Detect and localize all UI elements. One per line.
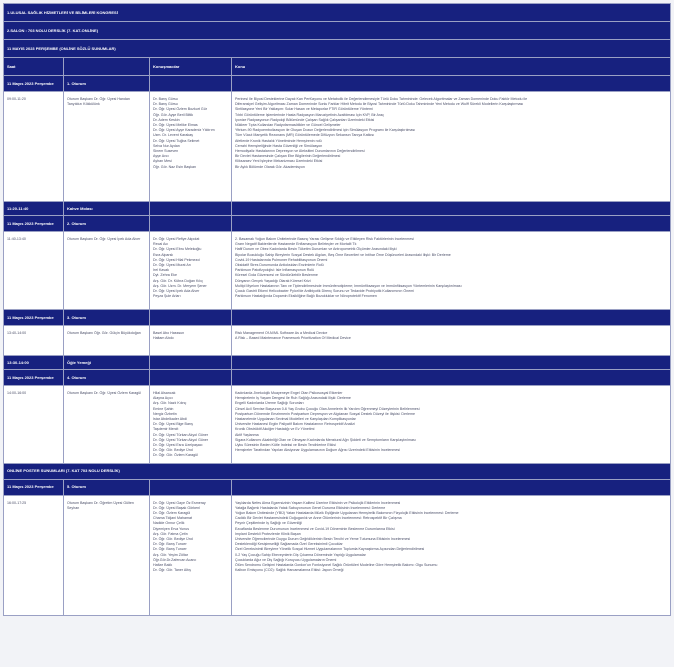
speaker-name: Haitam Abdo (153, 336, 174, 341)
session-header-empty (150, 310, 232, 326)
session-chair: Oturum Başkanı Dr. Öğr. Üyesi Özlem Karagül (64, 386, 150, 464)
speaker-name: Arş. Gör. Uzm. Dr. Meryem Şener (153, 283, 207, 288)
session-header-empty (232, 76, 671, 92)
break-empty (150, 356, 232, 370)
hall-title: 2.SALON : 703 NOLU DERSLİK (7. KAT-ONLİNE) (4, 22, 671, 40)
session-header-row (4, 76, 671, 92)
speaker-name: Dr. Öğr. Üyesi Gaye Öz Esmeray (153, 500, 206, 505)
topic-title: Çocuk Gastrit Etkeni Helicobacter Pylori'de Antibiyotik Direnç Sorunu ve Tedavide Probiyotik Kullanımının Önemi (235, 289, 414, 294)
topic-title: Perinesl Ile Biyosi Desteklerine Dayalı Kan Perfüzyonu ve Metabolik ile Değerlendirmesiyle Türlü Doku Tahmininde: Gelecek Algoritmalar ve Zaman Domeninde Doku Faktör Metodu ile (235, 97, 528, 101)
session-chair: Oturum Başkanı Dr. Öğr. Üyesi İpek Ada Alver (64, 232, 150, 310)
break-time: 11:20-11:40 (4, 202, 64, 216)
speaker-name: Dr. Öğr. Üyesi Hilal Pekmezci (153, 257, 200, 262)
hall-row (4, 22, 671, 40)
session-header-empty (232, 310, 671, 326)
day-title: 11 MAYIS 2023 PERŞEMBE (ONLİNE SÖZLÜ SUNUMLAR) (4, 40, 671, 58)
speaker-name: Dr. Öğr. Barış Tuncer (153, 547, 187, 552)
speaker-name: Dr. Adem Keskin (153, 117, 180, 122)
topic-title: Tıbbi Görüntüleme İşlemlerinde Hasta Radyasyon Maruziyetinin Azaltılması İçin KVP, Bir Araç (235, 112, 384, 117)
topic-title: Engelli Kadınlarda Üreme Sağlığı Sorunları (235, 401, 304, 406)
session-body-row (4, 386, 671, 464)
speaker-name: Taşdemir Mercit (153, 427, 179, 432)
topic-title: Grarn Negatif Bakterilerde Hastanede Enflamasyon Belirteçler ve Mortalit Tk (235, 242, 357, 247)
topic-title: İmplant Destekli Protezlerde Klinik Başarı (235, 531, 301, 536)
session-header-row (4, 216, 671, 232)
session-topics (232, 326, 671, 356)
schedule-table (3, 3, 671, 616)
speaker-name: Nadide Onnur Çelik (153, 521, 185, 526)
speaker-name: Hilal Alsancak (153, 391, 176, 395)
topic-title: Üniversite Öğrencilerinde Duygu Durum Geğrldiklerinin Besin Tercihi ve Yeme Tutumuna Etkisinin İncelenmesi (235, 537, 411, 542)
topic-title: 2. Basamak Yoğun Bakım Ünitelerinde Basınç Yarası Gelişme Sıklığı ve Etkileyen Risk Faktörlerinin İncelenmesi (235, 237, 414, 241)
session-date: 11 Mayıs 2023 Perşembe (4, 310, 64, 326)
topic-title: Küresel Gıda Güvencesi ve Sürdürülebilir Beslenme (235, 273, 318, 278)
break-empty (232, 202, 671, 216)
topic-title: Sigara Kullanımı Akabinliği Olan ve Olmayan Kadınlarda Menstural Ağrı Şiddeti ve Semptomların Karşılaştırılması (235, 437, 416, 442)
speaker-name: Dr. Öğr. Üyesi Murat Arı (153, 263, 191, 268)
speaker-name: Dr. Barış Gürsu (153, 97, 178, 101)
topic-title: Dünyanın Gerçek Yaşadığı Olarak Küresel Krizi (235, 278, 311, 283)
speaker-name: Arş. Gör. Fatma Çetin (153, 531, 188, 536)
session-title: 4. Oturum (64, 370, 150, 386)
break-time: 13:30-14:00 (4, 356, 64, 370)
speaker-name: Dr. Öğr. Gör. Özlem Karagül (153, 453, 198, 458)
session-title: 1. Oturum (64, 76, 150, 92)
session-speakers (150, 386, 232, 464)
speaker-name: Dyt. Zehra Eke (153, 273, 177, 278)
topic-title: Risk Management Of AI/ML Software As a Medical Device (235, 331, 328, 335)
session-header-empty (150, 370, 232, 386)
session-title: 2. Oturum (64, 216, 150, 232)
speaker-name: Emine Şahin (153, 406, 174, 411)
speaker-name: Dr. Öğr. Üyesi İpek Ada Alver (153, 289, 200, 294)
session-header-empty (232, 479, 671, 495)
session-date: 11 Mayıs 2023 Perşembe (4, 76, 64, 92)
session-topics (232, 495, 671, 615)
speaker-name: İrel Kavak (153, 268, 169, 273)
column-header-time: Saat (4, 58, 64, 76)
topic-title: Multipl Myelom Hastalarının Tanı ve Tiplendirilmesinde İmmünfenotipleme; İmmünfiksasyon ve İmmünfiksasyon Yöntemlerinin Karşılaştırılması (235, 283, 462, 288)
session-header-row (4, 479, 671, 495)
topic-title: Cerrahi Hemşireliğinde Hasta Güvenliği ve Simülasyon (235, 143, 323, 148)
speaker-name: Dr. Öğr. Üyesi Refiye Akpolat (153, 237, 200, 241)
topic-title: Parkinson Hastalığında Dopamin Eksikliğine Bağlı Bozukluklar ve Nöroprotektif Fenomen (235, 294, 377, 299)
topic-title: Parkinson Patofizyolojisi: Isle İnflamasyonun Rolü (235, 268, 315, 273)
topic-title: Kalbon Emisyonu (CO2): Sağlık Harcamalarına Etkisi: Japon Örneği (235, 568, 344, 573)
topic-title: Hemşirelerin İş Yaşam Dengesi İle Ruh Sağlığı Arasındaki İlişki: Derleme (235, 396, 351, 401)
topic-title: Ölüm Sendromu Gelişimi Hastalarda Gordon'un Fonksiyonel Sağlık Örüntüleri Modeline Göre Hemşirelik Bakımı: Olgu Sunumu (235, 563, 438, 568)
topic-title: Uyku Süresinin Beden Kütle İndeksi ve Besin Tercihlerine Etkisi (235, 443, 336, 448)
topic-title: Hafif Durum ve Obez Kadınlarda Besin Tüketim Durumları ve Antropometrik Ölçümler Arasındaki İlişki (235, 247, 397, 252)
column-header-topic: Konu (232, 58, 671, 76)
topic-title: Yoğun Bakım Ünitesinde (YBÜ) Yatan Hastalarda Müzik Eşliğinde Uygulanan Hemşirelik Bakımının Fizyolojik Etkisinin İncelenmesi: Derleme (235, 511, 459, 516)
topic-title: Covid-19 Hastalarında Pulmoner Rehabilitasyonun Önemi (235, 257, 328, 262)
topic-title: Üniversite Hastanesi Ergiin Paliyatif Bakım Hastalarının Retrospektif Analizi (235, 422, 355, 427)
session-date: 11 Mayıs 2023 Perşembe (4, 216, 64, 232)
session-time: 09:00-11:20 (4, 92, 64, 202)
session-header-empty (232, 370, 671, 386)
session-chair: Oturum Başkanı Dr. Öğretim Üyesi Gülten Seyhan (64, 495, 150, 615)
topic-title: Kadınlarda Jinekolojik Muayeneye Engel Olan Psikososyal Etkenler (235, 391, 343, 395)
speaker-name: Esra Alparslı (153, 252, 174, 257)
topic-title: Ezcaflarda Beslenme Durumunun İncelenmesi ve Covid-19 Döneminin Beslenme Durumlarına Etkisi (235, 526, 395, 531)
poster-heading-row (4, 463, 671, 479)
session-topics (232, 92, 671, 202)
speaker-name: Diyemiyen Erva Yunus (153, 526, 190, 531)
speaker-name: Dr. Öğr. Üyesi Esra Uzelpaşacı (153, 443, 203, 448)
topic-title: Bir Devlet Hastanesinde Çalışan Ebe Bilgilerinin Değerlendirilmesi (235, 154, 341, 159)
speaker-name: Nergiz Özbetin (153, 411, 177, 416)
topic-title: Yaşlılarda Nefes Alma Egzersizinin Yaşam Kalitesi Üzerine Etkisinin ve Psikolojik Etkilerinin İncelenmesi (235, 500, 401, 505)
speaker-name: Arş. Gör. Yeşim Zöltar (153, 552, 188, 557)
speaker-name: Dr. Öğr. Gör. Bediye Ünd (153, 448, 193, 453)
congress-title-row (4, 4, 671, 22)
speaker-name: Dr. Öğr. Üyesi Ebru Melekoğlu (153, 247, 202, 252)
topic-title: Kronik Obstrüktif Akciğer Hastalığı ve Ev Yönetimi (235, 427, 315, 432)
session-time: 13:40-14:00 (4, 326, 64, 356)
session-header-row (4, 370, 671, 386)
topic-title: Aktif Yaşlanma (235, 432, 259, 437)
session-time: 16:00-17:25 (4, 495, 64, 615)
session-header-empty (150, 76, 232, 92)
topic-title: Yatağa Bağımlı Hastalarda Yatak Sabuyonunun Genel Duruma Etkisinin İncelenmesi: Derleme (235, 505, 386, 510)
session-speakers (150, 232, 232, 310)
topic-title: Hastanelerde Uygulanan Sevimal Modelleri ve Karşılaşılan Komplikasyonlar (235, 417, 356, 422)
topic-title: Afetlerde Kronik Hastalık Yönetiminde Hemşirenin rolü (235, 138, 322, 143)
break-label: Kahve Molası (64, 202, 150, 216)
topic-title: 0-2 Yaş Çocuğu Sahip Ebeveynlerin Diş Çıkarma Döneminde Yaptığı Uygulamalar (235, 552, 366, 557)
day-row (4, 40, 671, 58)
speaker-name: Ayhan Mesi (153, 159, 172, 164)
topic-title: A Risk – Based Maintenance Framework Prioritization Of Medical Device (235, 336, 351, 341)
speaker-name: Öğr. Gör. Ayşe Beril Biltik (153, 112, 194, 117)
session-body-row (4, 92, 671, 202)
congress-title: 1.ULUSAL SAĞLIK HİZMETLERİ VE BİLİMLERİ KONGRESİ (4, 4, 671, 22)
speaker-name: Dr. Barış Gürsu (153, 102, 178, 107)
session-header-empty (232, 216, 671, 232)
program-schedule (3, 3, 671, 616)
break-empty (232, 356, 671, 370)
topic-title: Çocuklarda Ağız ve Diş Sağlığı Koruyucu Uygulamaların Önemi (235, 557, 337, 562)
session-speakers (150, 326, 232, 356)
session-date: 11 Mayıs 2023 Perşembe (4, 370, 64, 386)
session-header-empty (150, 479, 232, 495)
speaker-name: Dr. Öğr. Üyesi Tuğba Selimet (153, 138, 200, 143)
speaker-name: Dr. Öğr. Üyesi Melike Elmas (153, 123, 198, 128)
speaker-name: Hafize Balık (153, 563, 173, 568)
column-header-row (4, 58, 671, 76)
topic-title: Bir Aylık Bölümde Olarak Gör. Akademisyon (235, 164, 305, 169)
speaker-name: Dr. Öğr. Üyesi Özlem Bozkurt Gür (153, 107, 207, 112)
topic-title: Tüm Vücut Manyetik Rezonans (MR) Görüntülemede Difüzyon Sekansın Tanıya Katkısı (235, 133, 375, 138)
speaker-name: Basel Abo Hasssun (153, 331, 185, 335)
session-header-row (4, 310, 671, 326)
column-header-speakers: Konuşmacılar (150, 58, 232, 76)
speaker-name: Dr. Öğr. Özlem Karagül (153, 511, 191, 516)
speaker-name: Recai Acı (153, 242, 169, 247)
speaker-name: Dr. Öğr. Üyesi Bige Barış (153, 422, 193, 427)
speaker-name: Dr. Öğr. Üyesi Başak Görkenl (153, 505, 200, 510)
topic-title: Desteklendiği Kesişimselliği Sağlamada Özel Gereksinimli Çocuklar (235, 542, 343, 547)
session-body-row (4, 326, 671, 356)
column-header-blank (64, 58, 150, 76)
speaker-name: İstar Abdelkader Abdi (153, 417, 187, 422)
speaker-name: Dr. Öğr. Barış Tuncer (153, 542, 187, 547)
topic-title: Diferansiyel Gelişim Algoritması Zaman Domeninde Sonlu Farklar Hibrit Metodu ile Biyosi Tahmininde Türlü Doku Tahmininde Yeni Metodu ve Wulff Sürekli Modellerin Karşılaştırması (235, 102, 524, 107)
speaker-name: Dr. Öğr. Üyesi Türkan Akyol Güner (153, 437, 209, 442)
speaker-name: Öğr.Gör.Dr.Zafercan Acarcı (153, 557, 197, 562)
topic-title: Hemodiyaliz Hastalarının Depresyon ve Aleksitimi Durumlarının Değerlendirilmesi (235, 149, 365, 154)
speaker-name: Dr. Öğr. Gör. Bediye Ünd (153, 537, 193, 542)
speaker-name: Arş. Gör. Dr. Kübra Doğan Kılıç (153, 278, 203, 283)
session-chair: Oturum Başkanı Öğr. Gör. Gülçin Büyükdoğan (64, 326, 150, 356)
session-speakers (150, 92, 232, 202)
session-body-row (4, 495, 671, 615)
speaker-name: Öğr. Gör. Naz Esin Başkan (153, 164, 196, 169)
speaker-name: Peyza Şule Arları (153, 294, 181, 299)
session-time: 11:40-13:40 (4, 232, 64, 310)
speaker-name: Uzm. Dr. Levent Karakaş (153, 133, 193, 138)
topic-title: Peynir Çeşitlerinde İş Sağlığı ve Güvenliği (235, 521, 302, 526)
topic-title: Postpartum Dönemde Emzirmenin Postpartum Depresyon ve Algılanan Sosyal Destek Düzeyi ile İlişkisi: Derleme (235, 411, 415, 416)
speaker-name: Dr. Öğr. Gör. Taner Altış (153, 568, 191, 573)
topic-title: Cadılık Bir Devlet Hastanesindeki Doğuganlık ve Anne Ölümlerinin İncelenmesi: Retrospektif Bir Çalışma (235, 516, 402, 521)
speaker-name: Arş. Gör. Nazlı Kılınç (153, 401, 187, 406)
speaker-name: Chama Tidjani Mahamat (153, 516, 192, 521)
speaker-name: Sinem Suseven (153, 149, 179, 154)
topic-title: Bipolar Bozukluğu Sahip Bireylerin Sosyal Destek Algıları, Beş Örne Becerileri ve İntihar Örne Düşünceleri Arasındaki İlişki: Bir Derleme (235, 252, 451, 257)
speaker-name: Ayşe Avcı (153, 154, 169, 159)
topic-title: Cinsel Acil Servise Başvuran 0-6 Yaş Grubu Çocuğu Olan Annelerin İlk Yardım Öğrenmeyi Düzeylerinin Belirlenmesi (235, 406, 420, 411)
break-row (4, 356, 671, 370)
topic-title: Özel Gereksinimli Bireylere Yönelik Sosyal Hizmet Uygulamalarının Toplumla Kaynaştırma Açısından Değerlendirilmesi (235, 547, 425, 552)
session-speakers (150, 495, 232, 615)
session-time: 14:00-16:00 (4, 386, 64, 464)
speaker-name: Dr. Öğr. Üyesi Türkan Akyol Güner (153, 432, 209, 437)
session-date: 11 Mayıs 2023 Perşembe (4, 479, 64, 495)
session-chair: Oturum Başkanı Dr. Öğr. Üyesi Handan Tanyıldızı Kökkülünk (64, 92, 150, 202)
session-header-empty (150, 216, 232, 232)
topic-title: Kliksaraev Yeni İşleyine Mekanizması Üzerindeki Etkisi (235, 159, 323, 164)
topic-title: Yttrium-90 Radyoembolizasyon ile Oluşan Dozun Değerlendirilmesi için Simülasyon Programı ile Karşılaştırılması (235, 128, 416, 133)
speaker-name: Dr. Öğr. Üyesi Ayşe Karadeniz Yıldırım (153, 128, 215, 133)
speaker-name: Alayna Açıcı (153, 396, 173, 401)
session-title: 5. Oturum (64, 479, 150, 495)
topic-title: İyonize Radyasyonun Radyoloji Bölümünde Çalışan Sağlık Çalışanları Üzerindeki Etkisi (235, 117, 375, 122)
break-empty (150, 202, 232, 216)
topic-title: Nükleer Tıpta Kullanılan Radyofarmasötikler ve Güncel Gelişmeler (235, 123, 341, 128)
topic-title: Sintilasyone Yeni Bir Yaklaşım: Solar Hasarı ve Metaporlar FTIR Görüntüleme Yöntemi (235, 107, 373, 112)
speaker-name: Selva Nur Aydan (153, 143, 180, 148)
session-topics (232, 386, 671, 464)
topic-title: Oksidatif Stres Durumunda Antioksidan Enzimlerin Rolü (235, 263, 324, 268)
session-topics (232, 232, 671, 310)
break-row (4, 202, 671, 216)
break-label: Öğle Yemeği (64, 356, 150, 370)
session-body-row (4, 232, 671, 310)
session-title: 3. Oturum (64, 310, 150, 326)
topic-title: Hemşireler Tarafından Yapılan Aksiyonar Uygulamasının Doğum Ağrısı Üzerindeki Etkisinin İncelenmesi (235, 448, 400, 453)
poster-heading: ONLİNE POSTER SUNUMLARI (7. KAT 703 NOLU DERSLİK) (4, 463, 671, 479)
